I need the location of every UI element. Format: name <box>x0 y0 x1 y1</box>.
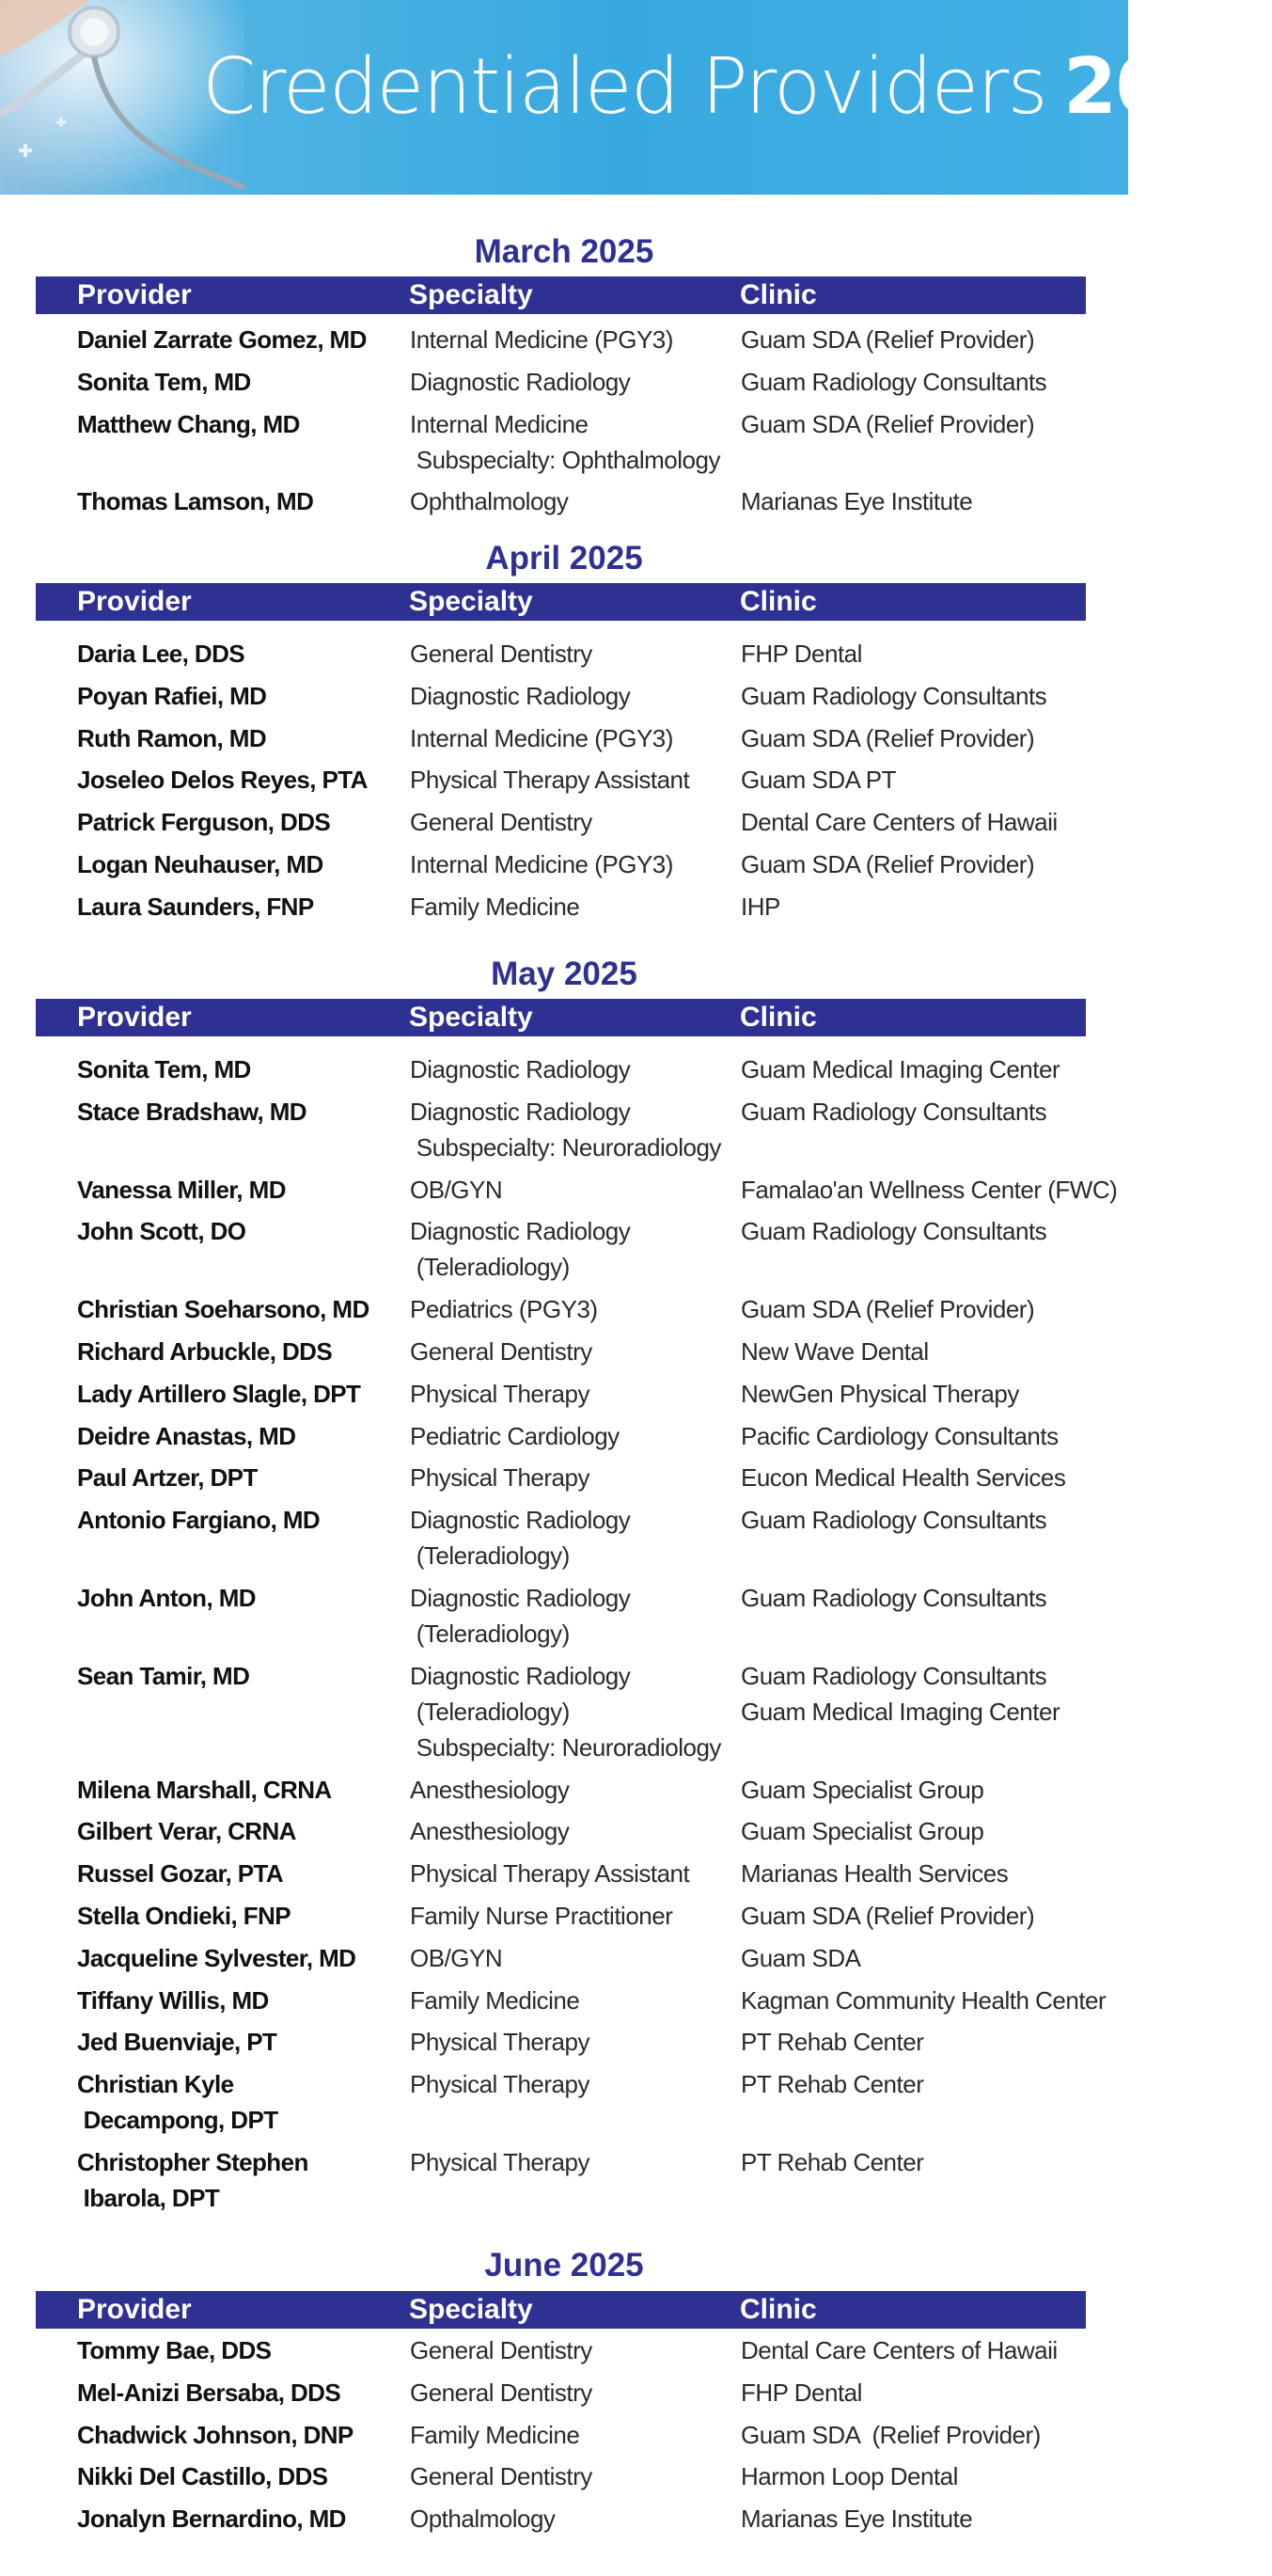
provider-name: Stella Ondieki, FNP <box>77 1902 291 1930</box>
specialty: Internal Medicine (PGY3) <box>410 723 673 752</box>
specialty: Diagnostic Radiology (Teleradiology) <box>410 1584 631 1648</box>
table-row <box>0 2375 1128 2412</box>
specialty: Physical Therapy Assistant <box>410 1859 690 1889</box>
specialty: Family Medicine <box>410 2420 580 2449</box>
provider-name: Logan Neuhauser, MD <box>77 850 323 878</box>
specialty: General Dentistry <box>410 2336 592 2364</box>
specialty: Physical Therapy <box>410 1379 589 1408</box>
clinic-name: Guam SDA (Relief Provider) <box>741 409 1035 438</box>
provider-name: Tiffany Willis, MD <box>77 1985 269 2015</box>
clinic-name: Guam SDA (Relief Provider) <box>741 1295 1035 1324</box>
table-row <box>0 2501 1128 2538</box>
month-heading: April 2025 <box>485 540 643 577</box>
specialty: Physical Therapy Assistant <box>410 766 690 795</box>
provider-name: Jed Buenviaje, PT <box>77 2028 277 2057</box>
table-row <box>0 720 1128 758</box>
column-header-provider: Provider <box>77 2294 192 2325</box>
provider-name: Vanessa Miller, MD <box>77 1175 286 1204</box>
specialty: Anesthesiology <box>410 1775 570 1804</box>
clinic-name: FHP Dental <box>741 640 862 668</box>
clinic-name: Guam SDA (Relief Provider) <box>741 325 1035 354</box>
specialty: Family Medicine <box>410 892 580 921</box>
column-header-clinic: Clinic <box>740 586 817 617</box>
column-header-provider: Provider <box>77 279 192 310</box>
month-heading: June 2025 <box>484 2247 644 2284</box>
table-row <box>0 846 1128 884</box>
column-header-clinic: Clinic <box>740 279 817 310</box>
clinic-name: PT Rehab Center <box>741 2148 924 2176</box>
provider-name: Sean Tamir, MD <box>77 1661 250 1690</box>
clinic-name: FHP Dental <box>741 2378 862 2407</box>
provider-name: Laura Saunders, FNP <box>77 892 314 921</box>
specialty: Family Medicine <box>410 1985 580 2015</box>
specialty: Pediatrics (PGY3) <box>410 1295 598 1324</box>
provider-name: Richard Arbuckle, DDS <box>77 1337 333 1366</box>
clinic-name: Eucon Medical Health Services <box>741 1463 1066 1493</box>
month-heading: May 2025 <box>491 956 637 992</box>
table-row <box>0 1856 1128 1893</box>
specialty: OB/GYN <box>410 1943 503 1972</box>
column-header-provider: Provider <box>77 1002 192 1033</box>
provider-name: Sonita Tem, MD <box>77 1055 251 1083</box>
table-header <box>36 277 1086 314</box>
column-header-specialty: Specialty <box>409 1002 533 1033</box>
clinic-name: Marianas Eye Institute <box>741 487 973 516</box>
clinic-name: Guam Specialist Group <box>741 1817 984 1846</box>
table-row <box>0 1772 1128 1810</box>
table-row <box>0 2024 1128 2062</box>
specialty: Pediatric Cardiology <box>410 1421 620 1450</box>
clinic-name: Marianas Health Services <box>741 1859 1009 1889</box>
specialty: Diagnostic Radiology <box>410 1055 631 1083</box>
clinic-name: Guam SDA (Relief Provider) <box>741 723 1035 752</box>
clinic-name: Guam Radiology Consultants Guam Medical Imaging Center <box>741 1661 1060 1726</box>
table-row <box>0 1502 1128 1571</box>
specialty: Diagnostic Radiology <box>410 681 631 710</box>
specialty: General Dentistry <box>410 2378 592 2407</box>
clinic-name: Guam SDA (Relief Provider) <box>741 850 1035 878</box>
provider-name: Paul Artzer, DPT <box>77 1463 258 1493</box>
specialty: Opthalmology <box>410 2505 556 2534</box>
table-header <box>36 2291 1086 2329</box>
table-row <box>0 1376 1128 1414</box>
provider-name: Sonita Tem, MD <box>77 367 251 396</box>
page-title-year: 2025 <box>1062 42 1272 132</box>
specialty: Anesthesiology <box>410 1817 570 1846</box>
clinic-name: Guam Specialist Group <box>741 1775 984 1804</box>
provider-name: John Scott, DO <box>77 1217 246 1246</box>
provider-name: Jacqueline Sylvester, MD <box>77 1943 356 1972</box>
specialty: General Dentistry <box>410 2462 592 2491</box>
provider-name: Jonalyn Bernardino, MD <box>77 2505 346 2534</box>
specialty: Physical Therapy <box>410 2028 589 2057</box>
table-row <box>0 1334 1128 1371</box>
header-banner <box>0 0 1272 195</box>
specialty: Physical Therapy <box>410 2148 589 2176</box>
clinic-name: Famalao'an Wellness Center (FWC) <box>741 1175 1118 1204</box>
specialty: General Dentistry <box>410 1337 592 1366</box>
provider-name: Mel-Anizi Bersaba, DDS <box>77 2378 341 2407</box>
column-header-specialty: Specialty <box>409 279 533 310</box>
table-row <box>0 1418 1128 1456</box>
provider-name: Lady Artillero Slagle, DPT <box>77 1379 361 1408</box>
provider-name: Daniel Zarrate Gomez, MD <box>77 325 367 354</box>
provider-name: Patrick Ferguson, DDS <box>77 808 331 837</box>
specialty: General Dentistry <box>410 808 592 837</box>
provider-name: Christian Kyle Decampong, DPT <box>77 2070 278 2135</box>
provider-name: Daria Lee, DDS <box>77 640 245 668</box>
table-row <box>0 2458 1128 2496</box>
table-row <box>0 322 1128 359</box>
specialty: OB/GYN <box>410 1175 503 1204</box>
clinic-name: Kagman Community Health Center <box>741 1985 1107 2015</box>
table-header <box>36 583 1086 621</box>
table-row <box>0 762 1128 799</box>
specialty: Ophthalmology <box>410 487 569 516</box>
clinic-name: Harmon Loop Dental <box>741 2462 958 2491</box>
table-row <box>0 1940 1128 1978</box>
provider-name: Deidre Anastas, MD <box>77 1421 296 1450</box>
provider-name: Thomas Lamson, MD <box>77 487 314 516</box>
specialty: Internal Medicine (PGY3) <box>410 850 673 878</box>
table-row <box>0 2417 1128 2455</box>
table-row <box>0 2332 1128 2370</box>
clinic-name: Guam SDA (Relief Provider) <box>741 2420 1041 2449</box>
table-row <box>0 1460 1128 1497</box>
table-row <box>0 2066 1128 2135</box>
table-row <box>0 1580 1128 1648</box>
clinic-name: Guam SDA <box>741 1943 861 1972</box>
specialty: Internal Medicine Subspecialty: Ophthalmology <box>410 409 720 474</box>
table-row <box>0 364 1128 402</box>
clinic-name: Pacific Cardiology Consultants <box>741 1421 1059 1450</box>
provider-name: Chadwick Johnson, DNP <box>77 2420 353 2449</box>
provider-name: Nikki Del Castillo, DDS <box>77 2462 328 2491</box>
table-row <box>0 1051 1128 1089</box>
clinic-name: Guam Radiology Consultants <box>741 1097 1047 1126</box>
provider-name: Russel Gozar, PTA <box>77 1859 284 1889</box>
clinic-name: NewGen Physical Therapy <box>741 1379 1019 1408</box>
specialty: Diagnostic Radiology <box>410 367 631 396</box>
column-header-clinic: Clinic <box>740 2294 817 2325</box>
table-row <box>0 406 1128 474</box>
provider-name: Gilbert Verar, CRNA <box>77 1817 296 1846</box>
column-header-specialty: Specialty <box>409 586 533 617</box>
table-row <box>0 678 1128 716</box>
specialty: Diagnostic Radiology (Teleradiology) Subspecialty: Neuroradiology <box>410 1661 721 1762</box>
specialty: Diagnostic Radiology Subspecialty: Neuroradiology <box>410 1097 721 1162</box>
specialty: Diagnostic Radiology (Teleradiology) <box>410 1217 631 1282</box>
table-row <box>0 804 1128 842</box>
provider-name: Poyan Rafiei, MD <box>77 681 267 710</box>
provider-name: Matthew Chang, MD <box>77 409 300 438</box>
clinic-name: Dental Care Centers of Hawaii <box>741 808 1058 837</box>
provider-name: Antonio Fargiano, MD <box>77 1506 321 1535</box>
specialty: Internal Medicine (PGY3) <box>410 325 673 354</box>
provider-name: Stace Bradshaw, MD <box>77 1097 306 1126</box>
clinic-name: Dental Care Centers of Hawaii <box>741 2336 1058 2364</box>
clinic-name: IHP <box>741 892 780 921</box>
provider-name: Christian Soeharsono, MD <box>77 1295 369 1324</box>
provider-name: John Anton, MD <box>77 1584 256 1612</box>
table-row <box>0 2144 1128 2212</box>
table-row <box>0 636 1128 673</box>
table-row <box>0 1213 1128 1282</box>
clinic-name: Marianas Eye Institute <box>741 2505 973 2534</box>
column-header-specialty: Specialty <box>409 2294 533 2325</box>
specialty: Physical Therapy <box>410 2070 589 2099</box>
table-row <box>0 1983 1128 2020</box>
clinic-name: PT Rehab Center <box>741 2028 924 2057</box>
clinic-name: Guam Radiology Consultants <box>741 681 1047 710</box>
clinic-name: Guam Radiology Consultants <box>741 1217 1047 1246</box>
clinic-name: Guam Medical Imaging Center <box>741 1055 1060 1083</box>
provider-name: Joseleo Delos Reyes, PTA <box>77 766 368 795</box>
table-row <box>0 1291 1128 1329</box>
column-header-provider: Provider <box>77 586 192 617</box>
specialty: Diagnostic Radiology (Teleradiology) <box>410 1506 631 1571</box>
clinic-name: Guam Radiology Consultants <box>741 367 1047 396</box>
table-row <box>0 889 1128 926</box>
column-header-clinic: Clinic <box>740 1002 817 1033</box>
table-row <box>0 1094 1128 1162</box>
table-row <box>0 1658 1128 1762</box>
clinic-name: Guam SDA (Relief Provider) <box>741 1902 1035 1930</box>
table-row <box>0 483 1128 521</box>
provider-name: Milena Marshall, CRNA <box>77 1775 332 1804</box>
clinic-name: Guam Radiology Consultants <box>741 1584 1047 1612</box>
table-row <box>0 1898 1128 1936</box>
specialty: General Dentistry <box>410 640 592 668</box>
clinic-name: PT Rehab Center <box>741 2070 924 2099</box>
table-header <box>36 999 1086 1036</box>
table-row <box>0 1813 1128 1851</box>
page-title: Credentialed Providers 2025 <box>202 42 1272 132</box>
clinic-name: New Wave Dental <box>741 1337 929 1366</box>
provider-name: Christopher Stephen Ibarola, DPT <box>77 2148 308 2212</box>
clinic-name: Guam SDA PT <box>741 766 896 795</box>
clinic-name: Guam Radiology Consultants <box>741 1506 1047 1535</box>
provider-name: Tommy Bae, DDS <box>77 2336 272 2364</box>
month-heading: March 2025 <box>474 233 654 270</box>
table-row <box>0 1172 1128 1209</box>
provider-name: Ruth Ramon, MD <box>77 723 267 752</box>
specialty: Family Nurse Practitioner <box>410 1902 673 1930</box>
specialty: Physical Therapy <box>410 1463 589 1493</box>
